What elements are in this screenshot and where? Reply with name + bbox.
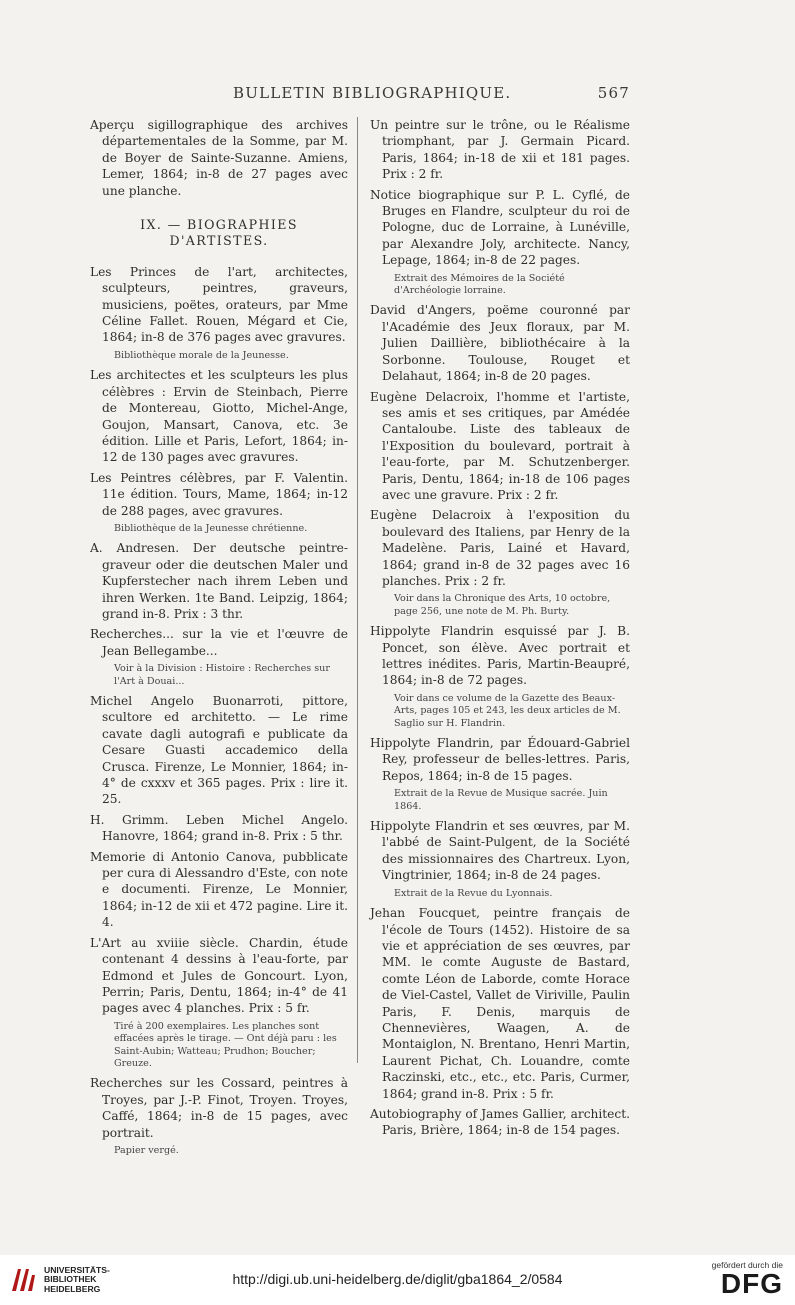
- bibliographic-entry: L'Art au xviiie siècle. Chardin, étude contenant 4 dessins à l'eau-forte, par Edmond et Jules de Goncourt. Lyon, Perrin; Paris, Dentu, 1864; in-4° de 41 pages avec 4 planches. Prix : 5 fr.: [90, 935, 348, 1016]
- bibliographic-note: Voir à la Division : Histoire : Recherches sur l'Art à Douai...: [114, 663, 330, 687]
- bibliographic-entry: Eugène Delacroix, l'homme et l'artiste, ses amis et ses critiques, par Amédée Cantaloube. Liste des tableaux de l'Exposition du boulevard, portrait à l'eau-forte, par M. Schutzenberger. Paris, Dentu, 1864; in-18 de 106 pages avec une gravure. Prix : 2 fr.: [370, 389, 630, 502]
- bibliographic-entry: Notice biographique sur P. L. Cyflé, de Bruges en Flandre, sculpteur du roi de Pologne, duc de Lorraine, à Lunéville, par Alexandre Joly, architecte. Nancy, Lepage, 1864; in-8 de 22 pages.: [370, 187, 630, 268]
- bibliographic-entry: David d'Angers, poëme couronné par l'Académie des Jeux floraux, par M. Julien Daillière, bibliothécaire à la Sorbonne. Toulouse, Rouget et Delahaut, 1864; in-8 de 20 pages.: [370, 303, 630, 384]
- bibliographic-note: Voir dans la Chronique des Arts, 10 octobre, page 256, une note de M. Ph. Burty.: [394, 593, 611, 617]
- bibliographic-note: Papier vergé.: [114, 1144, 179, 1156]
- bibliographic-entry: Eugène Delacroix à l'exposition du boulevard des Italiens, par Henry de la Madelène. Paris, Lainé et Havard, 1864; grand in-8 de 32 pages avec 16 planches. Prix : 2 fr.: [370, 508, 630, 588]
- bibliographic-entry: Aperçu sigillographique des archives départementales de la Somme, par M. de Boyer de Sainte-Suzanne. Amiens, Lemer, 1864; in-8 de 27 pages avec une planche.: [90, 118, 348, 198]
- bibliographic-note: Extrait de la Revue de Musique sacrée. Juin 1864.: [394, 788, 608, 812]
- bibliographic-entry: A. Andresen. Der deutsche peintre-graveur oder die deutschen Maler und Kupferstecher nach ihrem Leben und ihren Werken. 1te Band. Leipzig, 1864; grand in-8. Prix : 3 thr.: [90, 541, 348, 621]
- bibliographic-entry: Hippolyte Flandrin esquissé par J. B. Poncet, son élève. Avec portrait et lettres inédites. Paris, Martin-Beaupré, 1864; in-8 de 72 pages.: [370, 624, 630, 688]
- library-name-line: BIBLIOTHEK: [44, 1274, 97, 1285]
- page-number: 567: [597, 84, 630, 102]
- left-column: [90, 117, 348, 1162]
- bibliographic-entry: Michel Angelo Buonarroti, pittore, scultore ed architetto. — Le rime cavate dagli autografi e publicate da Cesare Guasti accademico della Crusca. Firenze, Le Monnier, 1864; in-4° de cxxxv et 365 pages. Prix : lire it. 25.: [90, 694, 348, 807]
- bibliographic-entry: Autobiography of James Gallier, architect. Paris, Brière, 1864; in-8 de 154 pages.: [370, 1106, 630, 1138]
- bibliographic-entry: Recherches... sur la vie et l'œuvre de Jean Bellegambe...: [90, 627, 348, 658]
- bibliographic-entry: Hippolyte Flandrin, par Édouard-Gabriel Rey, professeur de belles-lettres. Paris, Repos, 1864; in-8 de 15 pages.: [370, 736, 630, 783]
- right-column: [370, 117, 630, 1143]
- bibliographic-note: Extrait de la Revue du Lyonnais.: [394, 887, 553, 899]
- bibliographic-entry: H. Grimm. Leben Michel Angelo. Hanovre, 1864; grand in-8. Prix : 5 thr.: [90, 812, 348, 844]
- column-divider: [357, 117, 358, 1063]
- bibliographic-entry: Hippolyte Flandrin et ses œuvres, par M. l'abbé de Saint-Pulgent, de la Société des missionnaires des Chartreux. Lyon, Vingtrinier, 1864; in-8 de 24 pages.: [370, 819, 630, 883]
- bibliographic-entry: Memorie di Antonio Canova, pubblicate per cura di Alessandro d'Este, con note e documenti. Firenze, Le Monnier, 1864; in-12 de xii et 472 pagine. Lire it. 4.: [90, 849, 348, 930]
- bibliographic-note: Bibliothèque morale de la Jeunesse.: [114, 349, 289, 361]
- dfg-logo: DFG: [720, 1268, 783, 1299]
- funder-logo[interactable]: [693, 1260, 783, 1298]
- running-title: BULLETIN BIBLIOGRAPHIQUE.: [233, 84, 512, 102]
- section-heading: IX. — BIOGRAPHIES D'ARTISTES.: [140, 217, 298, 249]
- library-name-line: UNIVERSITÄTS-: [44, 1264, 110, 1275]
- bibliographic-note: Bibliothèque de la Jeunesse chrétienne.: [114, 522, 308, 534]
- bibliographic-entry: Les Princes de l'art, architectes, sculpteurs, peintres, graveurs, musiciens, poëtes, orateurs, par Mme Céline Fallet. Rouen, Mégard et Cie, 1864; in-8 de 376 pages avec gravures.: [90, 264, 348, 345]
- library-name-line: HEIDELBERG: [44, 1283, 101, 1294]
- bibliographic-entry: Les Peintres célèbres, par F. Valentin. 11e édition. Tours, Mame, 1864; in-12 de 288 pages, avec gravures.: [90, 470, 348, 518]
- bibliographic-note: Tiré à 200 exemplaires. Les planches sont effacées après le tirage. — Ont déjà paru : les Saint-Aubin; Watteau; Prudhon; Boucher; Greuze.: [114, 1020, 337, 1069]
- funded-by-text: gefördert durch die: [711, 1260, 783, 1270]
- permalink-url[interactable]: http://digi.ub.uni-heidelberg.de/diglit/gba1864_2/0584: [232, 1271, 563, 1287]
- bibliographic-entry: Jehan Foucquet, peintre français de l'école de Tours (1452). Histoire de sa vie et appréciation de ses œuvres, par MM. le comte Auguste de Bastard, comte Léon de Laborde, comte Horace de Viel-Castel, Vallet de Viriville, Paulin Paris, F. Denis, marquis de Chennevières, Waagen, A. de Montaiglon, N. Brentano, Henri Martin, Laurent Pichat, Ch. Louandre, comte Raczinski, etc., etc., etc. Paris, Curmer, 1864; grand in-8. Prix : 5 fr.: [370, 906, 630, 1101]
- bibliographic-entry: Recherches sur les Cossard, peintres à Troyes, par J.-P. Finot, Troyen. Troyes, Caffé, 1864; in-8 de 15 pages, avec portrait.: [90, 1076, 348, 1140]
- footer-bar: [0, 1255, 795, 1305]
- bibliographic-entry: Les architectes et les sculpteurs les plus célèbres : Ervin de Steinbach, Pierre de Montereau, Giotto, Michel-Ange, Goujon, Mansart, Canova, etc. 3e édition. Lille et Paris, Lefort, 1864; in-12 de 130 pages avec gravures.: [90, 368, 348, 465]
- bibliographic-note: Voir dans ce volume de la Gazette des Beaux-Arts, pages 105 et 243, les deux articles de M. Saglio sur H. Flandrin.: [394, 692, 621, 729]
- bibliographic-entry: Un peintre sur le trône, ou le Réalisme triomphant, par J. Germain Picard. Paris, 1864; in-18 de xii et 181 pages. Prix : 2 fr.: [370, 118, 630, 182]
- bibliographic-note: Extrait des Mémoires de la Société d'Archéologie lorraine.: [394, 272, 565, 297]
